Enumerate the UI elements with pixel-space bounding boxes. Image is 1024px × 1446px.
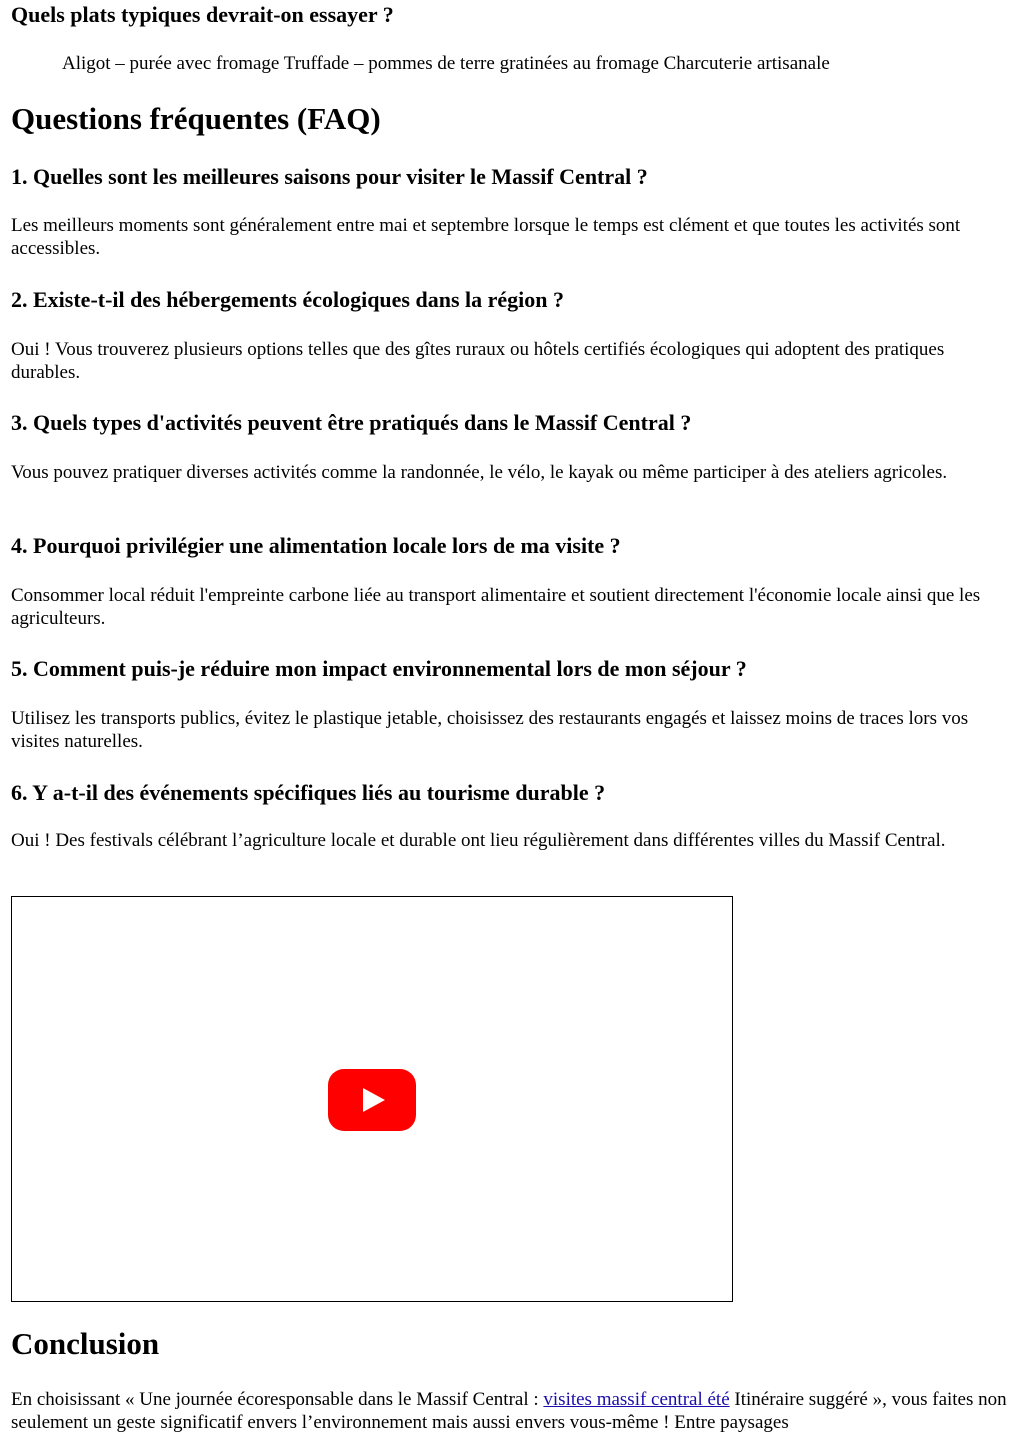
faq-answer-4: Consommer local réduit l'empreinte carbone liée au transport alimentaire et soutient directement l'économie locale ainsi que les agriculteurs. bbox=[11, 585, 981, 629]
faq-question-3: 3. Quels types d'activités peuvent être pratiqués dans le Massif Central ? bbox=[11, 410, 692, 435]
faq-answer-1: Les meilleurs moments sont généralement entre mai et septembre lorsque le temps est clément et que toutes les activités sont accessibles. bbox=[11, 215, 961, 259]
faq-heading: Questions fréquentes (FAQ) bbox=[11, 101, 381, 136]
faq-question-1: 1. Quelles sont les meilleures saisons pour visiter le Massif Central ? bbox=[11, 164, 648, 189]
typical-dishes-list: Aligot – purée avec fromage Truffade – pommes de terre gratinées au fromage Charcuterie artisanale bbox=[62, 53, 830, 74]
faq-question-4: 4. Pourquoi privilégier une alimentation locale lors de ma visite ? bbox=[11, 533, 621, 558]
faq-answer-3: Vous pouvez pratiquer diverses activités comme la randonnée, le vélo, le kayak ou même participer à des ateliers agricoles. bbox=[11, 462, 948, 483]
conclusion-text-start: En choisissant « Une journée écoresponsable dans le Massif Central : bbox=[11, 1389, 544, 1410]
faq-answer-5: Utilisez les transports publics, évitez le plastique jetable, choisissez des restaurants engagés et laissez moins de traces lors vos visites naturelles. bbox=[11, 708, 969, 752]
faq-answer-2: Oui ! Vous trouverez plusieurs options telles que des gîtes ruraux ou hôtels certifiés écologiques qui adoptent des pratiques durables. bbox=[11, 339, 945, 383]
conclusion-heading: Conclusion bbox=[11, 1326, 160, 1361]
embedded-video-player[interactable] bbox=[11, 896, 733, 1302]
faq-question-6: 6. Y a-t-il des événements spécifiques liés au tourisme durable ? bbox=[11, 780, 606, 805]
faq-question-2: 2. Existe-t-il des hébergements écologiques dans la région ? bbox=[11, 287, 565, 312]
faq-question-5: 5. Comment puis-je réduire mon impact environnemental lors de mon séjour ? bbox=[11, 656, 747, 681]
conclusion-text-end: Itinéraire suggéré », vous faites non seulement un geste significatif envers l’environnement mais aussi envers vous-même ! Entre paysages bbox=[11, 1389, 1007, 1433]
faq-answer-6: Oui ! Des festivals célébrant l’agriculture locale et durable ont lieu régulièrement dans différentes villes du Massif Central. bbox=[11, 830, 946, 851]
conclusion-paragraph bbox=[11, 1388, 1021, 1434]
visites-massif-central-link[interactable]: visites massif central été bbox=[543, 1389, 730, 1410]
youtube-play-icon[interactable] bbox=[328, 1069, 416, 1131]
dishes-question-heading: Quels plats typiques devrait-on essayer ? bbox=[11, 2, 394, 27]
